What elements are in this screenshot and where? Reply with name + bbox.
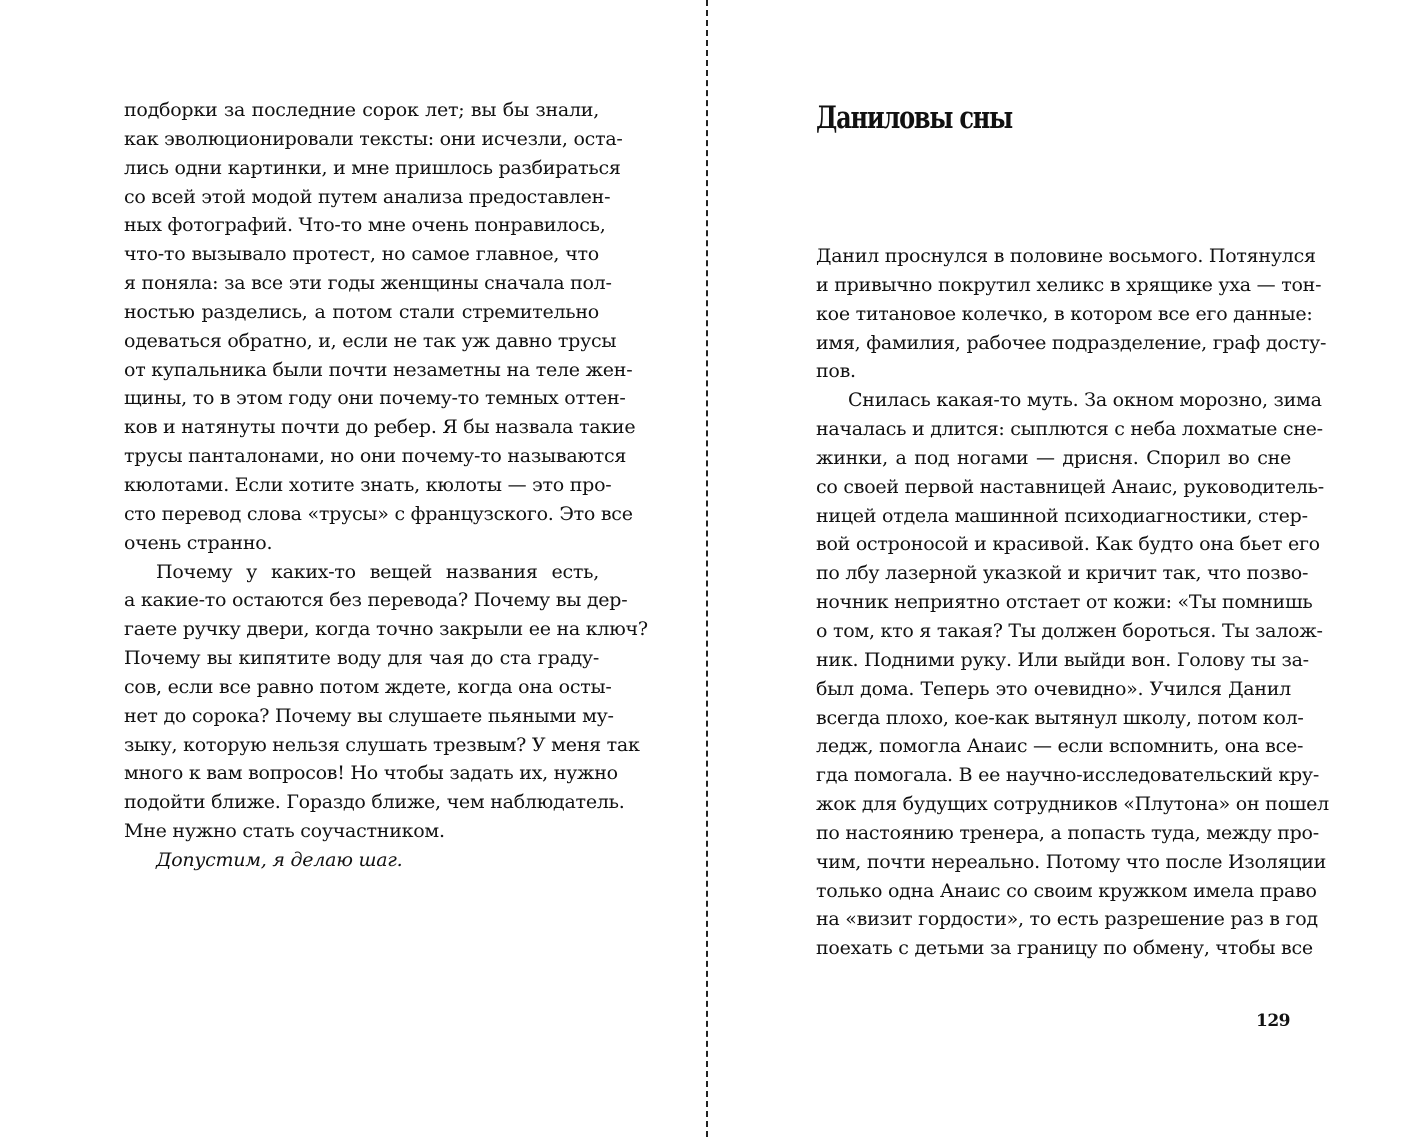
italic-text-line: Допустим, я делаю шаг. [156,848,403,871]
text-line: ледж, помогла Анаис — если вспомнить, она все- [816,735,1304,758]
text-line: имя, фамилия, рабочее подразделение, граф досту- [816,331,1327,354]
page-number: 129 [1256,1011,1290,1031]
text-line: трусы панталонами, но они почему-то называются [124,445,627,468]
text-line: Почему у каких-то вещей названия есть, [156,560,599,583]
text-line: одеваться обратно, и, если не так уж давно трусы [124,329,617,352]
text-line: много к вам вопросов! Но чтобы задать их, нужно [124,762,618,785]
right-page-text [816,242,1329,963]
text-line: Почему вы кипятите воду для чая до ста граду- [124,647,599,670]
left-page-text [124,96,648,875]
text-line: жинки, а под ногами — дрисня. Спорил во сне [816,446,1291,469]
text-line: был дома. Теперь это очевидно». Учился Данил [816,677,1291,700]
text-line: чим, почти нереально. Потому что после Изоляции [816,850,1327,873]
right-page [708,0,1410,1137]
text-line: нет до сорока? Почему вы слушаете пьяными му- [124,704,614,727]
text-line: со всей этой модой путем анализа предоставлен- [124,185,611,208]
text-line: ных фотографий. Что-то мне очень понравилось, [124,214,606,237]
text-line: гаете ручку двери, когда точно закрыли ее на ключ? [124,618,648,641]
text-line: по настоянию тренера, а попасть туда, между про- [816,821,1319,844]
text-line: от купальника были почти незаметны на теле жен- [124,358,633,381]
text-line: сто перевод слова «трусы» с французского. Это все [124,502,633,525]
text-line: жок для будущих сотрудников «Плутона» он пошел [816,793,1329,816]
text-line: Данил проснулся в половине восьмого. Потянулся [816,245,1316,267]
text-line: как эволюционировали тексты: они исчезли, оста- [124,127,623,150]
text-line: подойти ближе. Гораздо ближе, чем наблюдатель. [124,791,625,814]
text-line: кюлотами. Если хотите знать, кюлоты — это про- [124,473,612,496]
text-line: и привычно покрутил хеликс в хрящике уха — тон- [816,273,1322,296]
text-line: пов. [816,360,856,383]
text-line: на «визит гордости», то есть разрешение раз в год [816,908,1318,931]
chapter-title: Даниловы сны [816,100,1012,136]
text-line: началась и длится: сыплются с неба лохматые сне- [816,418,1323,441]
text-line: зыку, которую нельзя слушать трезвым? У меня так [124,733,640,756]
text-line: сов, если все равно потом ждете, когда она осты- [124,675,612,698]
text-line: что-то вызывало протест, но самое главное, что [124,243,599,266]
text-line: подборки за последние сорок лет; вы бы знали, [124,99,599,121]
text-line: ностью разделись, а потом стали стремительно [124,300,599,323]
text-line: всегда плохо, кое-как вытянул школу, потом кол- [816,706,1304,729]
text-line: ночник неприятно отстает от кожи: «Ты помнишь [816,591,1313,614]
text-line: Снилась какая-то муть. За окном морозно, зима [848,389,1322,412]
text-line: а какие-то остаются без перевода? Почему вы дер- [124,589,628,612]
text-line: Мне нужно стать соучастником. [124,820,445,843]
text-line: лись одни картинки, и мне пришлось разбираться [124,156,621,179]
text-line: я поняла: за все эти годы женщины сначала пол- [124,272,612,295]
text-line: кое титановое колечко, в котором все его данные: [816,302,1313,325]
text-line: гда помогала. В ее научно-исследовательский кру- [816,764,1319,787]
text-line: ков и натянуты почти до ребер. Я бы назвала такие [124,416,636,439]
text-line: о том, кто я такая? Ты должен бороться. Ты залож- [816,619,1323,642]
text-line: ницей отдела машинной психодиагностики, стер- [816,504,1308,527]
text-line: со своей первой наставницей Анаис, руководитель- [816,475,1324,498]
text-line: по лбу лазерной указкой и кричит так, что позво- [816,562,1309,585]
text-line: щины, то в этом году они почему-то темных оттен- [124,387,626,410]
text-line: очень странно. [124,531,273,554]
text-line: ник. Подними руку. Или выйди вон. Голову ты за- [816,648,1309,671]
text-line: только одна Анаис со своим кружком имела право [816,879,1317,902]
text-line: поехать с детьми за границу по обмену, чтобы все [816,937,1313,960]
text-line: вой остроносой и красивой. Как будто она бьет его [816,533,1320,556]
